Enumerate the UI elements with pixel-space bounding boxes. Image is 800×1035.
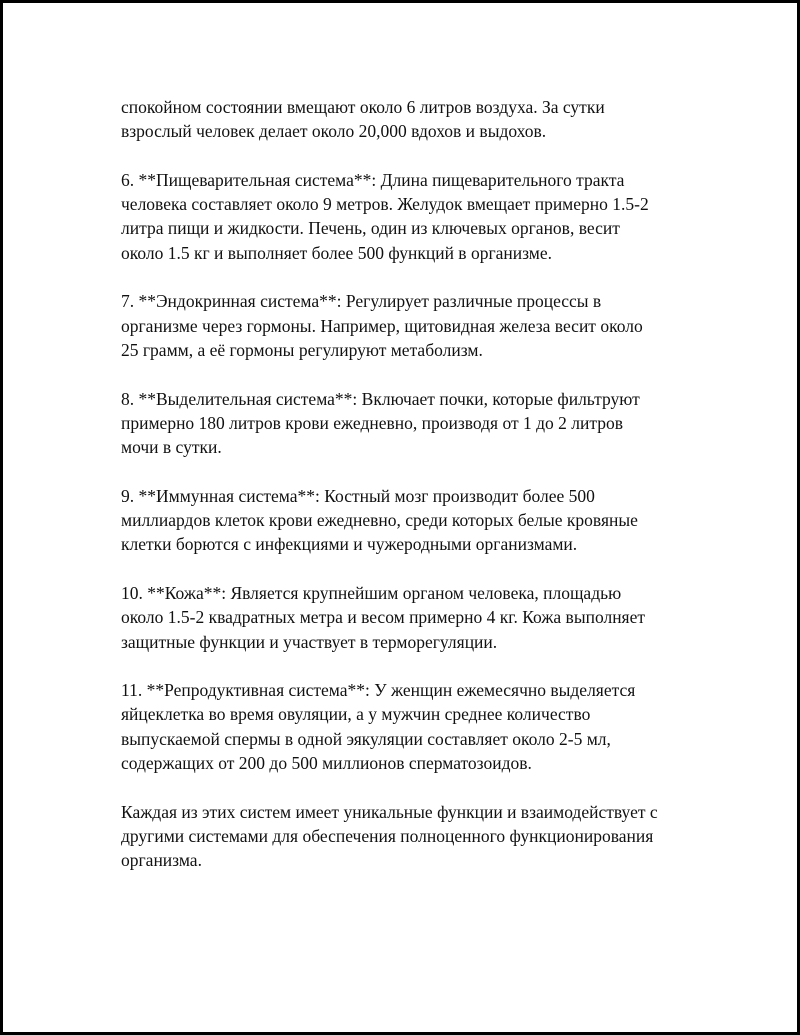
paragraph-excretory-system: 8. **Выделительная система**: Включает почки, которые фильтруют примерно 180 литров крови ежедневно, производя от 1 до 2 литров мочи в сутки. xyxy=(121,388,640,458)
paragraph-reproductive-system: 11. **Репродуктивная система**: У женщин ежемесячно выделяется яйцеклетка во время овуляции, а у мужчин среднее количество выпускаемой спермы в одной эякуляции составляет около 2-5 мл, содержащих от 200 до 500 миллионов сперматозоидов. xyxy=(121,680,636,774)
document-body xyxy=(121,95,691,897)
paragraph-digestive-system: 6. **Пищеварительная система**: Длина пищеварительного тракта человека составляет около 9 метров. Желудок вмещает примерно 1.5-2 литра пищи и жидкости. Печень, один из ключевых органов, весит около 1.5 кг и выполняет более 500 функций в организме. xyxy=(121,169,649,263)
paragraph-conclusion: Каждая из этих систем имеет уникальные функции и взаимодействует с другими системами для обеспечения полноценного функционирования организма. xyxy=(121,801,658,871)
paragraph-endocrine-system: 7. **Эндокринная система**: Регулирует различные процессы в организме через гормоны. Например, щитовидная железа весит около 25 грамм, а её гормоны регулируют метаболизм. xyxy=(121,291,643,360)
paragraph-skin: 10. **Кожа**: Является крупнейшим органом человека, площадью около 1.5-2 квадратных метра и весом примерно 4 кг. Кожа выполняет защитные функции и участвует в терморегуляции. xyxy=(121,582,646,652)
paragraph-respiratory-continuation: спокойном состоянии вмещают около 6 литров воздуха. За сутки взрослый человек делает около 20,000 вдохов и выдохов. xyxy=(121,97,605,142)
paragraph-immune-system: 9. **Иммунная система**: Костный мозг производит более 500 миллиардов клеток крови ежедневно, среди которых белые кровяные клетки борются с инфекциями и чужеродными организмами. xyxy=(121,485,638,555)
